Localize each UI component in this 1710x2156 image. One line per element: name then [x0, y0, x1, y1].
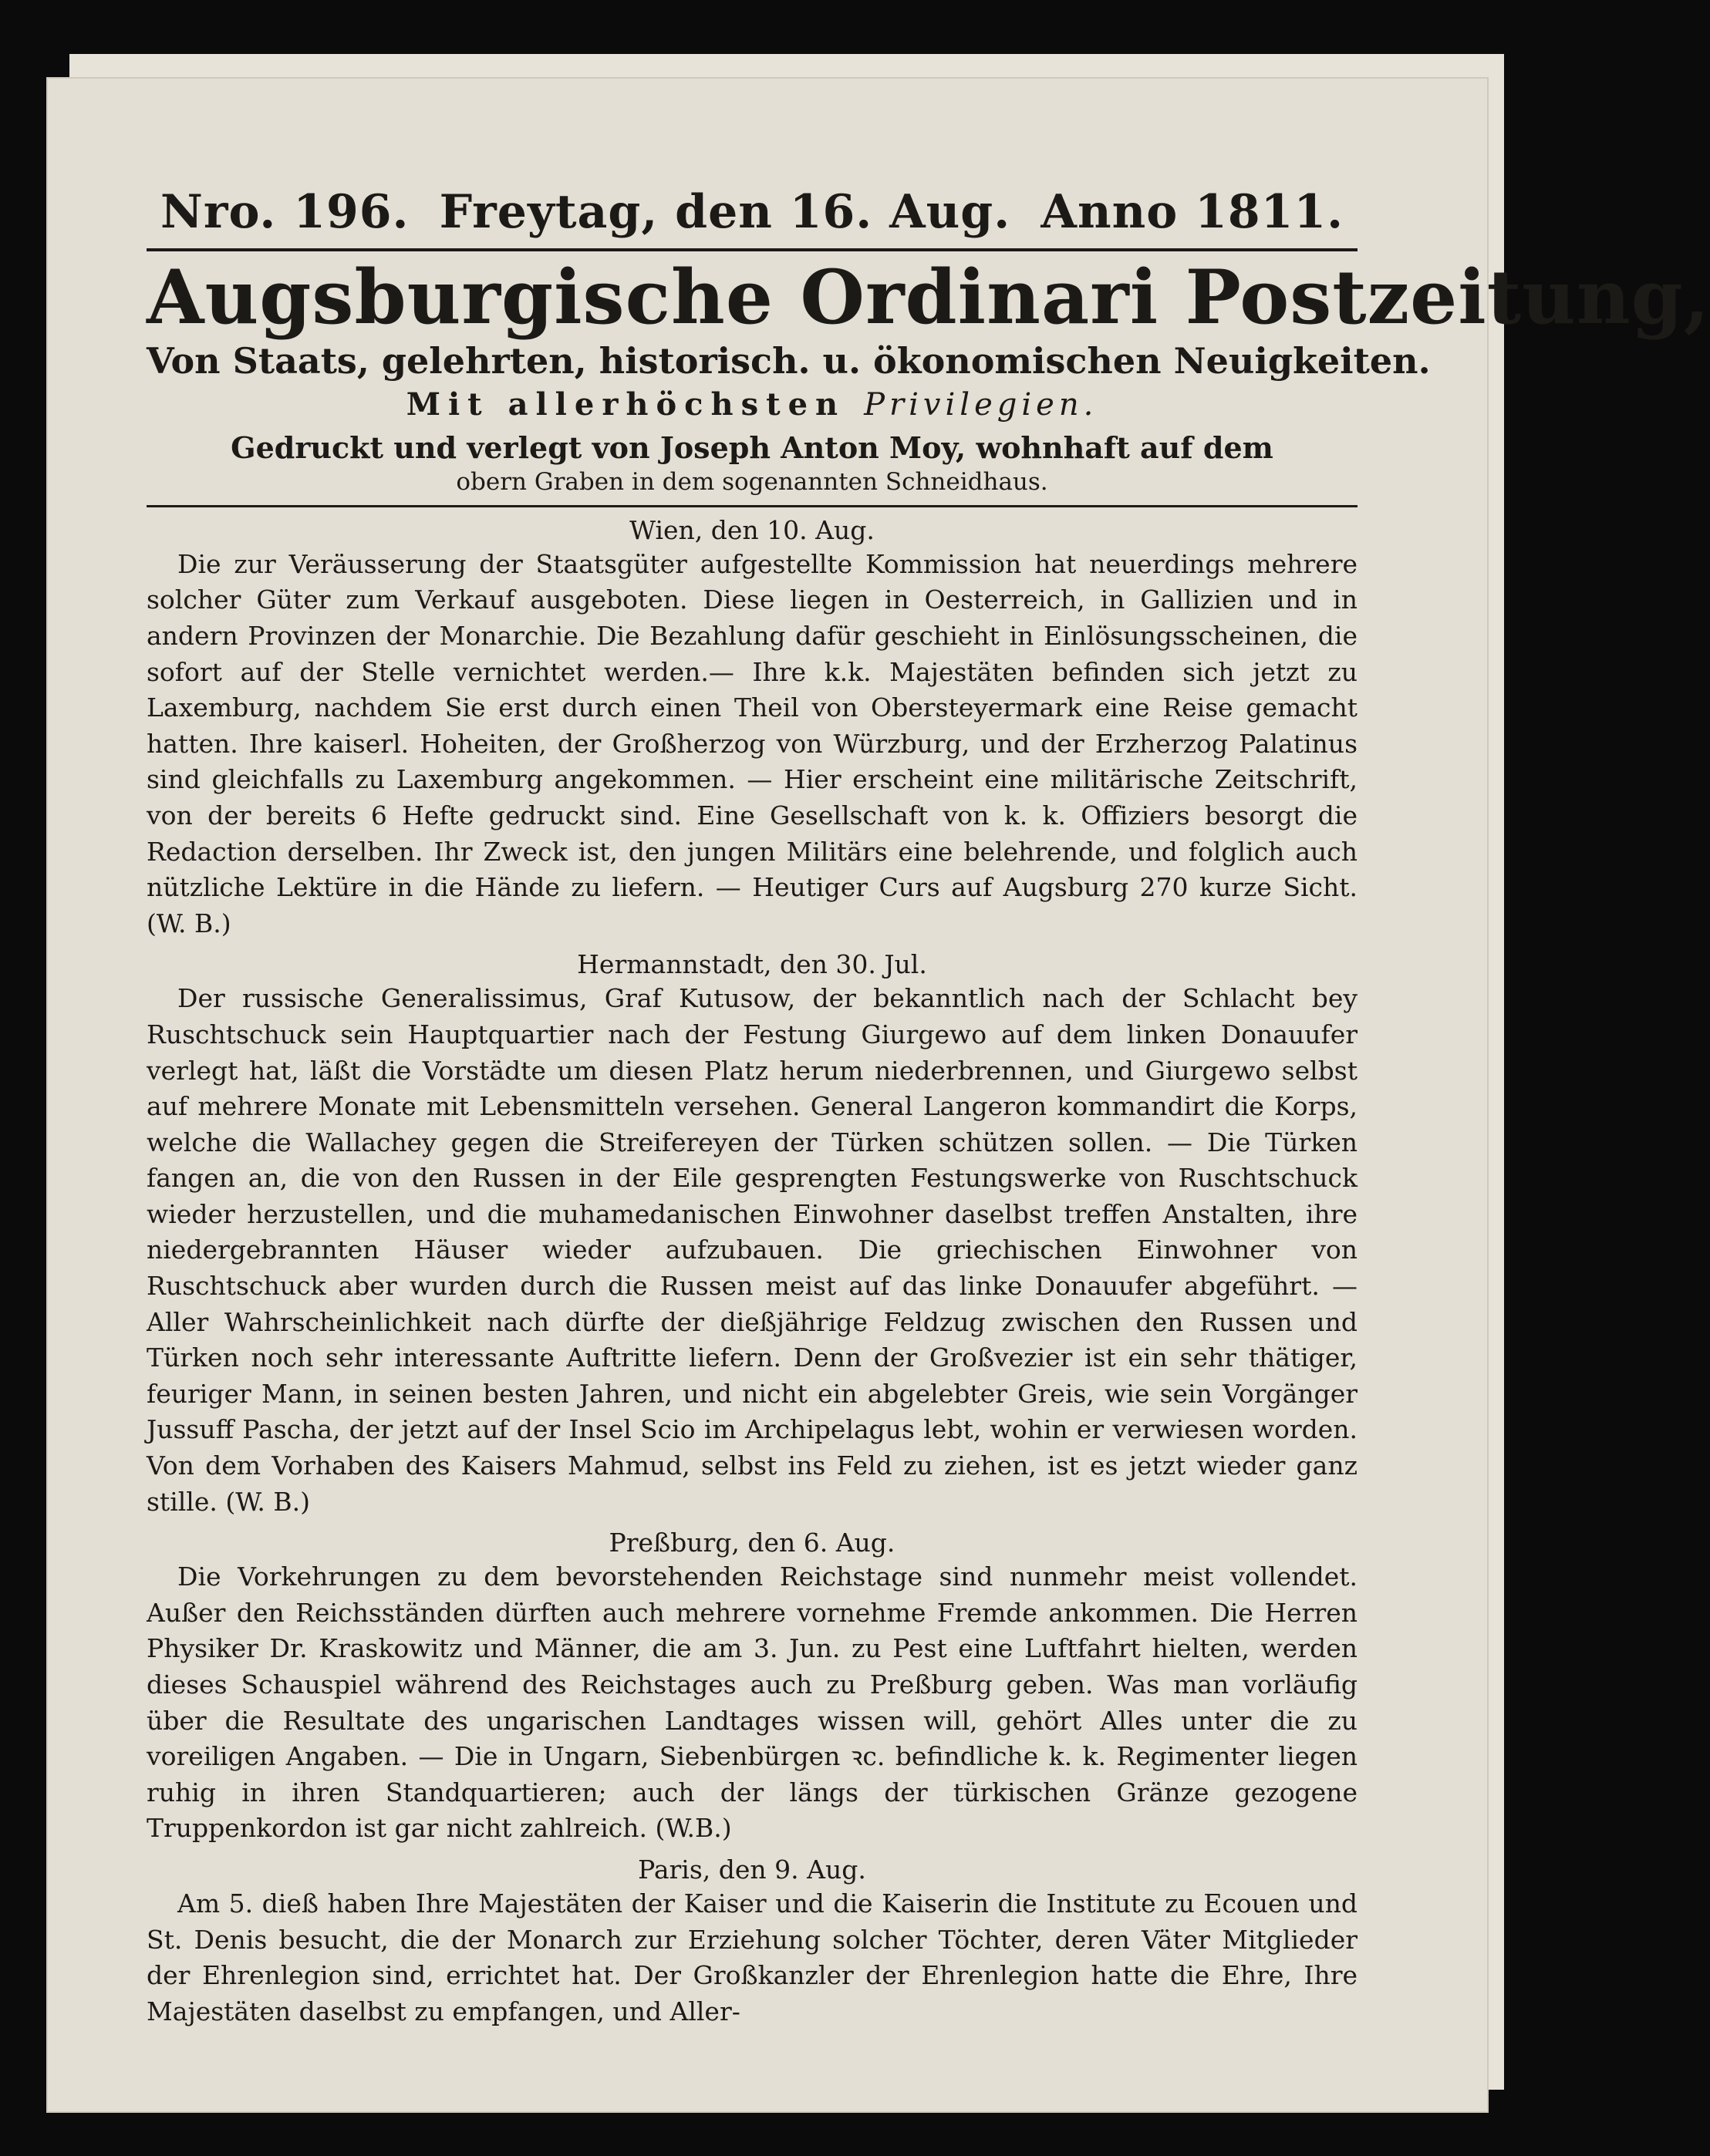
article-body: Am 5. dieß haben Ihre Majestäten der Kaiser und die Kaiserin die Institute zu Ecouen und St. Denis besucht, die der Monarch zur Erziehung solcher Töchter, deren Väter Mitglieder der Ehrenlegion sind, errichtet hat. Der Großkanzler der Ehrenlegion hatte die Ehre, Ihre Majestäten daselbst zu empfangen, und Aller-: [147, 1888, 1358, 2026]
article-paris: [147, 1854, 1358, 2030]
printer-line-2: obern Graben in dem sogenannten Schneidhaus.: [456, 467, 1048, 496]
article-body: Die zur Veräusserung der Staatsgüter aufgestellte Kommission hat neuerdings mehrere solcher Güter zum Verkauf ausgeboten. Diese liegen in Oesterreich, in Gallizien und in andern Provinzen der Monarchie. Die Bezahlung dafür geschieht in Einlösungsscheinen, die sofort auf der Stelle vernichtet werden.— Ihre k.k. Majestäten befinden sich jetzt zu Laxemburg, nachdem Sie erst durch einen Theil von Obersteyermark eine Reise gemacht hatten. Ihre kaiserl. Hoheiten, der Großherzog von Würzburg, und der Erzherzog Palatinus sind gleichfalls zu Laxemburg angekommen. — Hier erscheint eine militärische Zeitschrift, von der bereits 6 Hefte gedruckt sind. Eine Gesellschaft von k. k. Offiziers besorgt die Redaction derselben. Ihr Zweck ist, den jungen Militärs eine belehrende, und folglich auch nützliche Lektüre in die Hände zu liefern. — Heutiger Curs auf Augsburg 270 kurze Sicht. (W. B.): [147, 548, 1358, 938]
article-body: Der russische Generalissimus, Graf Kutusow, der bekanntlich nach der Schlacht bey Ruschtschuck sein Hauptquartier nach der Festung Giurgewo auf dem linken Donauufer verlegt hat, läßt die Vorstädte um diesen Platz herum niederbrennen, und Giurgewo selbst auf mehrere Monate mit Lebensmitteln versehen. General Langeron kommandirt die Korps, welche die Wallachey gegen die Streifereyen der Türken schützen sollen. — Die Türken fangen an, die von den Russen in der Eile gesprengten Festungswerke von Ruschtschuck wieder herzustellen, und die muhamedanischen Einwohner daselbst treffen Anstalten, ihre niedergebrannten Häuser wieder aufzubauen. Die griechischen Einwohner von Ruschtschuck aber wurden durch die Russen meist auf das linke Donauufer abgeführt. — Aller Wahrscheinlichkeit nach dürfte der dießjährige Feldzug zwischen den Russen und Türken noch sehr interessante Auftritte liefern. Denn der Großvezier ist ein sehr thätiger, feuriger Mann, in seinen besten Jahren, und nicht ein abgelebter Greis, wie sein Vorgänger Jussuff Pascha, der jetzt auf der Insel Scio im Archipelagus lebt, wohin er verwiesen worden. Von dem Vorhaben des Kaisers Mahmud, selbst ins Feld zu ziehen, ist es jetzt wieder ganz stille. (W. B.): [147, 983, 1358, 1517]
article-hermannstadt: [147, 949, 1358, 1520]
article-dateline: Paris, den 9. Aug.: [638, 1854, 866, 1885]
privilege-line: [147, 386, 1358, 423]
header-rule: [147, 505, 1358, 507]
article-wien: [147, 515, 1358, 942]
masthead-line: [147, 185, 1358, 239]
newspaper-page: [46, 77, 1710, 2113]
masthead-rule: [147, 248, 1358, 251]
privilege-word: Privilegien.: [864, 386, 1098, 423]
newspaper-title: Augsburgische Ordinari Postzeitung,: [147, 254, 1710, 341]
article-dateline: Hermannstadt, den 30. Jul.: [577, 949, 927, 980]
issue-date: Freytag, den 16. Aug.: [439, 185, 1011, 239]
issue-year: Anno 1811.: [1041, 185, 1344, 239]
article-pressburg: [147, 1528, 1358, 1847]
page-content: [147, 185, 1710, 2030]
article-dateline: Wien, den 10. Aug.: [629, 514, 875, 545]
printer-line-1: Gedruckt und verlegt von Joseph Anton Moy, wohnhaft auf dem: [231, 430, 1273, 465]
privilege-lead: Mit allerhöchsten: [406, 386, 846, 423]
article-body: Die Vorkehrungen zu dem bevorstehenden Reichstage sind nunmehr meist vollendet. Außer den Reichsständen dürften auch mehrere vornehme Fremde ankommen. Die Herren Physiker Dr. Kraskowitz und Männer, die am 3. Jun. zu Pest eine Luftfahrt hielten, werden dieses Schauspiel während des Reichstages auch zu Preßburg geben. Was man vorläufig über die Resultate des ungarischen Landtages wissen will, gehört Alles unter die zu voreiligen Angaben. — Die in Ungarn, Siebenbürgen ꝛc. befindliche k. k. Regimenter liegen ruhig in ihren Standquartieren; auch der längs der türkischen Gränze gezogene Truppenkordon ist gar nicht zahlreich. (W.B.): [147, 1561, 1358, 1844]
article-dateline: Preßburg, den 6. Aug.: [609, 1528, 895, 1558]
newspaper-subtitle: Von Staats, gelehrten, historisch. u. ökonomischen Neuigkeiten.: [147, 339, 1431, 382]
issue-number: Nro. 196.: [160, 185, 410, 239]
